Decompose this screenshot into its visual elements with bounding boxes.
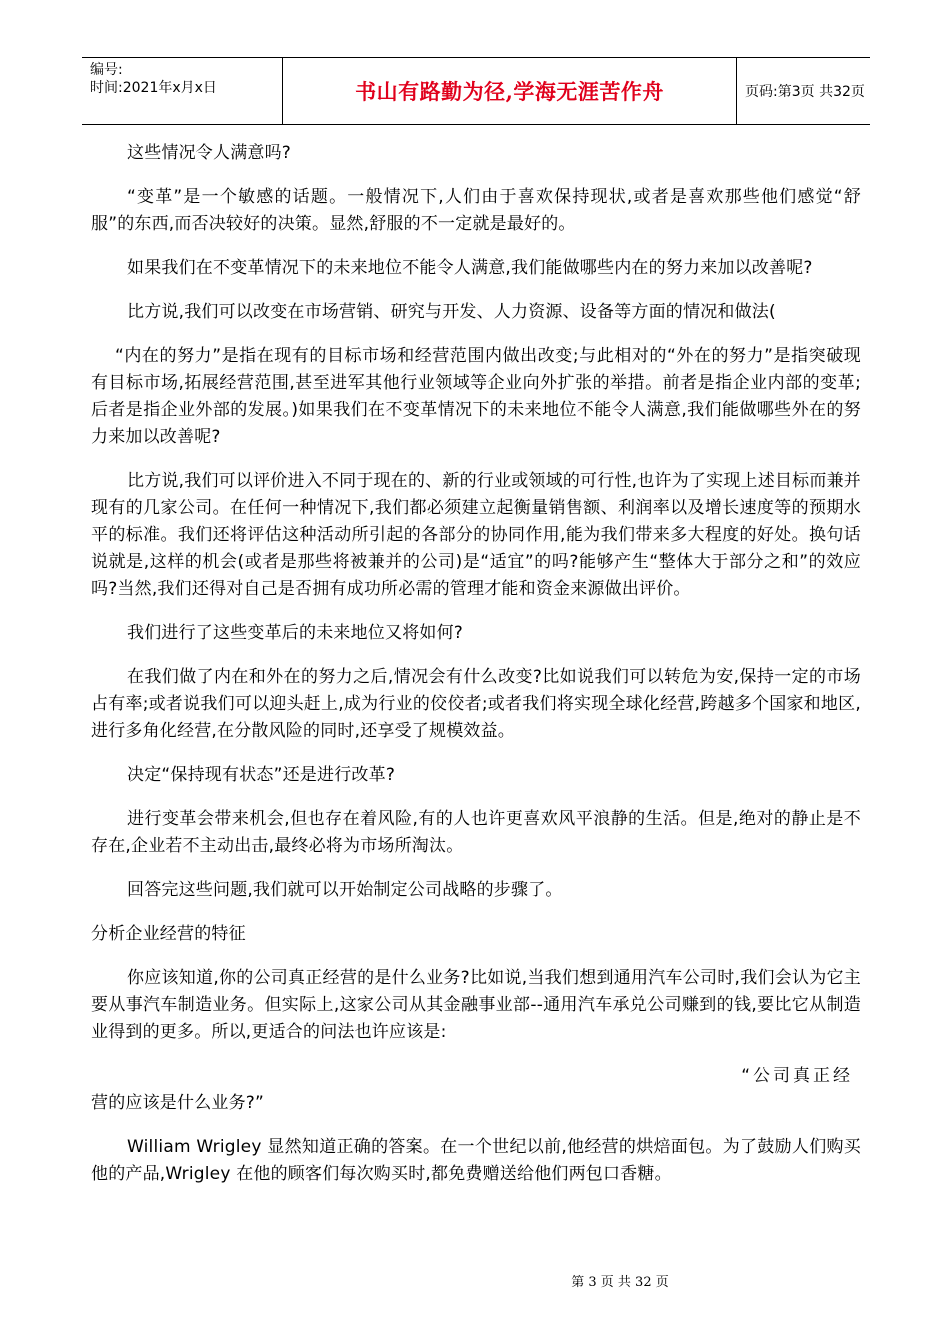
document-number-label: 编号: (90, 62, 123, 78)
header-motto: 书山有路勤为径,学海无涯苦作舟 (355, 79, 664, 104)
page-footer: 第 3 页 共 32 页 (571, 1275, 669, 1290)
header-page-cell (737, 58, 870, 124)
header-page-code: 页码:第3页 共32页 (745, 84, 865, 100)
paragraph: 进行变革会带来机会,但也存在着风险,有的人也许更喜欢风平浪静的生活。但是,绝对的静止是不存在,企业若不主动出击,最终必将为市场所淘汰。 (91, 809, 861, 856)
header-meta (82, 58, 282, 124)
paragraph: 比方说,我们可以改变在市场营销、研究与开发、人力资源、设备等方面的情况和做法( (127, 302, 776, 322)
paragraph: William Wrigley 显然知道正确的答案。在一个世纪以前,他经营的烘焙面包。为了鼓励人们购买他的产品,Wrigley 在他的顾客们每次购买时,都免费赠送给他们两包口香糖。 (91, 1137, 861, 1184)
paragraph: 这些情况令人满意吗? (127, 143, 292, 163)
paragraph: 回答完这些问题,我们就可以开始制定公司战略的步骤了。 (127, 880, 563, 900)
paragraph: 你应该知道,你的公司真正经营的是什么业务?比如说,当我们想到通用汽车公司时,我们会认为它主要从事汽车制造业务。但实际上,这家公司从其金融事业部--通用汽车承兑公司赚到的钱,要比它从制造业得到的更多。所以,更适合的问法也许应该是: (91, 968, 861, 1042)
paragraph: “变革”是一个敏感的话题。一般情况下,人们由于喜欢保持现状,或者是喜欢那些他们感觉“舒服”的东西,而否决较好的决策。显然,舒服的不一定就是最好的。 (91, 187, 861, 234)
paragraph: 比方说,我们可以评价进入不同于现在的、新的行业或领域的可行性,也许为了实现上述目标而兼并现有的几家公司。在任何一种情况下,我们都必须建立起衡量销售额、利润率以及增长速度等的预期水平的标准。我们还将评估这种活动所引起的各部分的协同作用,能为我们带来多大程度的好处。换句话说就是,这样的机会(或者是那些将被兼并的公司)是“适宜”的吗?能够产生“整体大于部分之和”的效应吗?当然,我们还得对自己是否拥有成功所必需的管理才能和资金来源做出评价。 (91, 471, 861, 599)
quoted-question-start: “公司真正经 (741, 1066, 853, 1086)
document-body (91, 140, 861, 1205)
paragraph: 我们进行了这些变革后的未来地位又将如何? (127, 623, 464, 643)
paragraph: 决定“保持现有状态”还是进行改革? (127, 765, 396, 785)
paragraph: 在我们做了内在和外在的努力之后,情况会有什么改变?比如说我们可以转危为安,保持一定的市场占有率;或者说我们可以迎头赶上,成为行业的佼佼者;或者我们将实现全球化经营,跨越多个国家和地区,进行多角化经营,在分散风险的同时,还享受了规模效益。 (91, 667, 861, 741)
paragraph: 如果我们在不变革情况下的未来地位不能令人满意,我们能做哪些内在的努力来加以改善呢? (127, 258, 813, 278)
quoted-question-end: 营的应该是什么业务?” (91, 1093, 265, 1113)
header-motto-cell (282, 58, 737, 124)
paragraph: “内在的努力”是指在现有的目标市场和经营范围内做出改变;与此相对的“外在的努力”是指突破现有目标市场,拓展经营范围,甚至进军其他行业领域等企业向外扩张的举措。前者是指企业内部的变革;后者是指企业外部的发展。)如果我们在不变革情况下的未来地位不能令人满意,我们能做哪些外在的努力来加以改善呢? (91, 346, 861, 447)
page-header (82, 57, 870, 125)
document-time-label: 时间:2021年x月x日 (90, 80, 217, 96)
section-heading: 分析企业经营的特征 (91, 924, 246, 944)
